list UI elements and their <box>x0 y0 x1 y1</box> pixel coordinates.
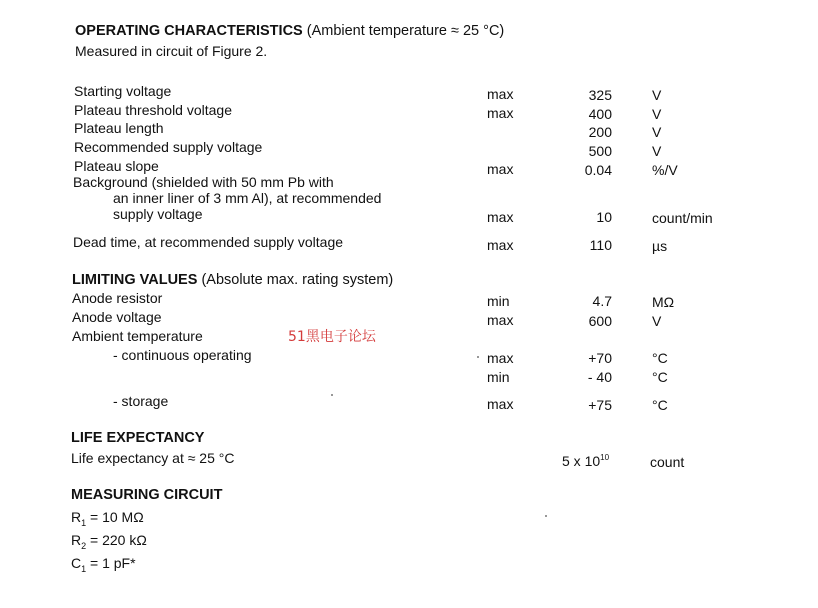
continuous-min-qualifier: min <box>487 369 510 385</box>
c1-symbol: C <box>71 555 82 571</box>
dead-time-label: Dead time, at recommended supply voltage <box>73 234 344 250</box>
dead-time-value: 110 <box>589 237 612 253</box>
row-label: Plateau length <box>74 120 164 136</box>
continuous-operating-label: - continuous operating <box>113 347 252 363</box>
measuring-title: MEASURING CIRCUIT <box>71 487 223 503</box>
r2-subscript: 2 <box>81 541 87 551</box>
row-qualifier: max <box>487 86 514 102</box>
life-value-exponent: 10 <box>600 453 610 462</box>
storage-label: - storage <box>113 393 169 409</box>
r1-symbol: R <box>71 509 82 525</box>
r2-value: = 220 kΩ <box>86 532 147 548</box>
storage-unit: °C <box>652 397 668 413</box>
storage-value: +75 <box>588 397 612 413</box>
row-value: 0.04 <box>584 162 612 178</box>
operating-subtitle: Measured in circuit of Figure 2. <box>75 43 268 59</box>
row-qualifier: max <box>487 161 514 177</box>
r1-spec <box>71 510 144 528</box>
life-label: Life expectancy at ≈ 25 °C <box>71 450 235 466</box>
scan-speck <box>477 356 479 358</box>
r2-spec <box>71 533 147 551</box>
anode-voltage-unit: V <box>652 313 662 329</box>
row-unit: %/V <box>652 162 678 178</box>
row-unit: V <box>652 124 662 140</box>
row-value: 200 <box>588 124 612 140</box>
c1-spec <box>71 556 136 574</box>
r1-value: = 10 MΩ <box>86 509 144 525</box>
dead-time-qualifier: max <box>487 237 514 253</box>
r2-symbol: R <box>71 532 82 548</box>
background-value: 10 <box>596 209 612 225</box>
anode-voltage-value: 600 <box>588 313 612 329</box>
background-label-line1: Background (shielded with 50 mm Pb with <box>73 174 334 190</box>
row-label: Starting voltage <box>74 83 172 99</box>
continuous-max-qualifier: max <box>487 350 514 366</box>
life-unit: count <box>650 454 685 470</box>
anode-voltage-qualifier: max <box>487 312 514 328</box>
anode-resistor-unit: MΩ <box>652 294 675 310</box>
limiting-heading <box>72 273 393 288</box>
life-value-base: 5 x 10 <box>562 453 601 469</box>
ambient-temperature-label: Ambient temperature <box>72 328 203 344</box>
background-unit: count/min <box>652 210 713 226</box>
row-label: Recommended supply voltage <box>74 139 263 155</box>
forum-watermark: 51黑电子论坛 <box>288 329 376 345</box>
background-label-line3: supply voltage <box>113 206 203 222</box>
life-value <box>562 454 609 468</box>
c1-subscript: 1 <box>81 564 87 574</box>
life-title: LIFE EXPECTANCY <box>71 430 205 446</box>
background-qualifier: max <box>487 209 514 225</box>
operating-title: OPERATING CHARACTERISTICS <box>75 23 303 39</box>
limiting-title-note: (Absolute max. rating system) <box>201 272 394 288</box>
row-value: 500 <box>588 143 612 159</box>
anode-resistor-label: Anode resistor <box>72 290 163 306</box>
continuous-max-unit: °C <box>652 350 668 366</box>
anode-voltage-label: Anode voltage <box>72 309 162 325</box>
r1-subscript: 1 <box>81 518 87 528</box>
row-label: Plateau slope <box>74 158 159 174</box>
scan-speck <box>331 394 333 396</box>
operating-heading <box>75 24 504 39</box>
row-value: 325 <box>588 87 612 103</box>
row-unit: V <box>652 87 662 103</box>
anode-resistor-value: 4.7 <box>592 293 612 309</box>
row-value: 400 <box>588 106 612 122</box>
scan-speck <box>545 515 547 517</box>
continuous-min-value: - 40 <box>587 369 612 385</box>
row-unit: V <box>652 143 662 159</box>
row-qualifier: max <box>487 105 514 121</box>
continuous-max-value: +70 <box>588 350 612 366</box>
row-label: Plateau threshold voltage <box>74 102 232 118</box>
storage-qualifier: max <box>487 396 514 412</box>
operating-title-note: (Ambient temperature ≈ 25 °C) <box>306 23 505 39</box>
dead-time-unit: µs <box>652 238 668 254</box>
c1-value: = 1 pF* <box>86 555 136 571</box>
row-unit: V <box>652 106 662 122</box>
limiting-title: LIMITING VALUES <box>72 272 198 288</box>
anode-resistor-qualifier: min <box>487 293 510 309</box>
continuous-min-unit: °C <box>652 369 668 385</box>
background-label-line2: an inner liner of 3 mm Al), at recommended <box>113 190 382 206</box>
